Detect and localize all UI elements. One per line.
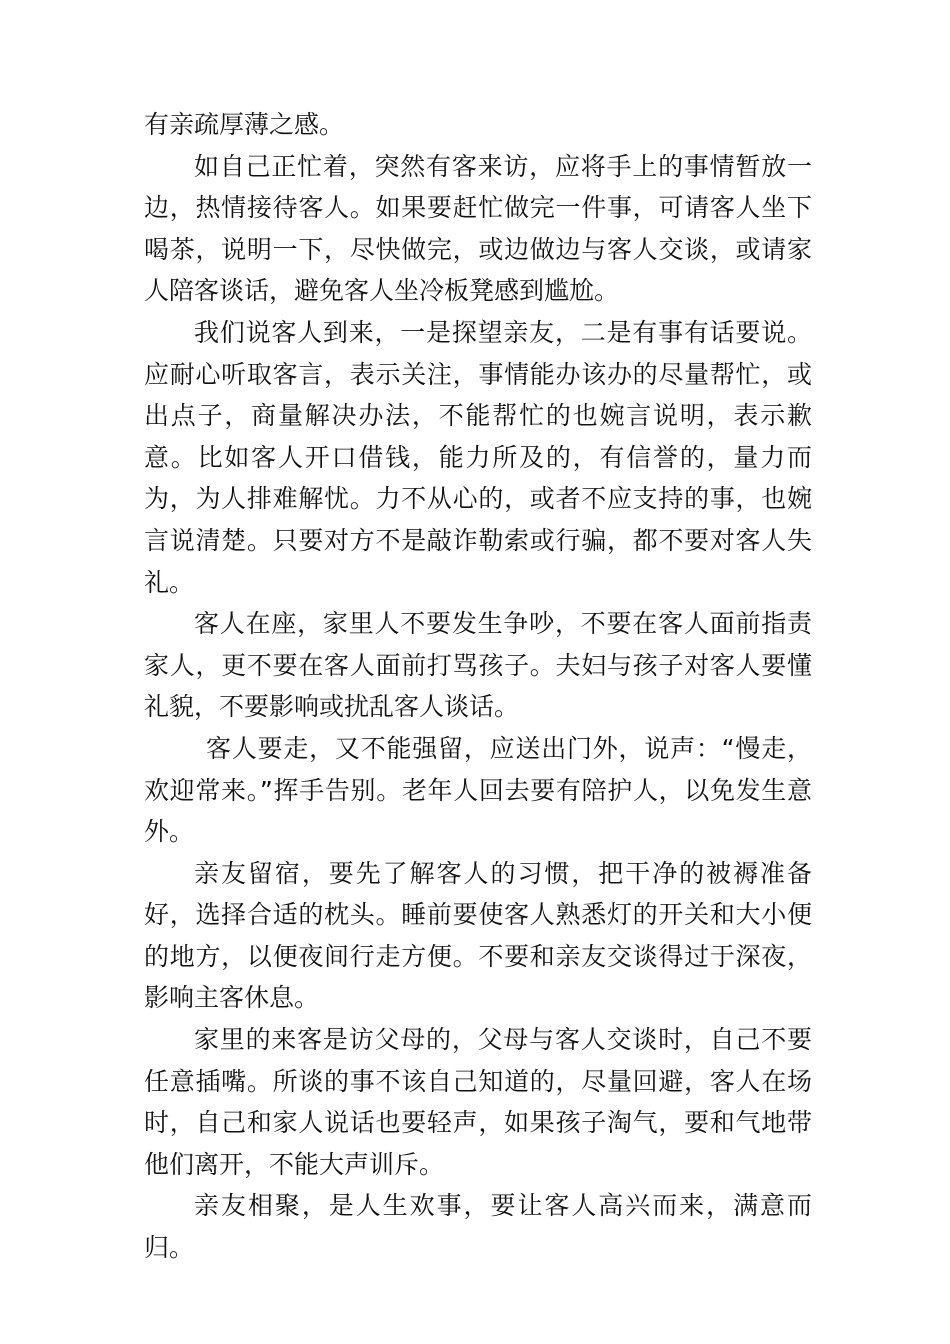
- paragraph: 家里的来客是访父母的，父母与客人交谈时，自己不要任意插嘴。所谈的事不该自己知道的，尽量回避，客人在场时，自己和家人说话也要轻声，如果孩子淘气，要和气地带他们离开，不能大声训斥。: [144, 1025, 812, 1179]
- paragraph: 如自己正忙着，突然有客来访，应将手上的事情暂放一边，热情接待客人。如果要赶忙做完一件事，可请客人坐下喝茶，说明一下，尽快做完，或边做边与客人交谈，或请家人陪客谈话，避免客人坐冷板凳感到尴尬。: [144, 151, 812, 306]
- paragraph: 客人要走，又不能强留，应送出门外，说声：“慢走，欢迎常来。”挥手告别。老年人回去要有陪护人，以免发生意外。: [144, 733, 812, 847]
- paragraph: 亲友留宿，要先了解客人的习惯，把干净的被褥准备好，选择合适的枕头。睡前要使客人熟悉灯的开关和大小便的地方，以便夜间行走方便。不要和亲友交谈得过于深夜，影响主客休息。: [144, 858, 812, 1013]
- document-body: [144, 104, 812, 1269]
- paragraph: 亲友相聚，是人生欢事，要让客人高兴而来，满意而归。: [144, 1191, 812, 1263]
- paragraph: 我们说客人到来，一是探望亲友，二是有事有话要说。应耐心听取客言，表示关注，事情能办该办的尽量帮忙，或出点子，商量解决办法，不能帮忙的也婉言说明，表示歉意。比如客人开口借钱，能力所及的，有信誉的，量力而为，为人排难解忧。力不从心的，或者不应支持的事，也婉言说清楚。只要对方不是敲诈勒索或行骗，都不要对客人失礼。: [144, 317, 812, 597]
- paragraph: 有亲疏厚薄之感。: [144, 110, 345, 139]
- paragraph: 客人在座，家里人不要发生争吵，不要在客人面前指责家人，更不要在客人面前打骂孩子。夫妇与孩子对客人要懂礼貌，不要影响或扰乱客人谈话。: [144, 609, 812, 722]
